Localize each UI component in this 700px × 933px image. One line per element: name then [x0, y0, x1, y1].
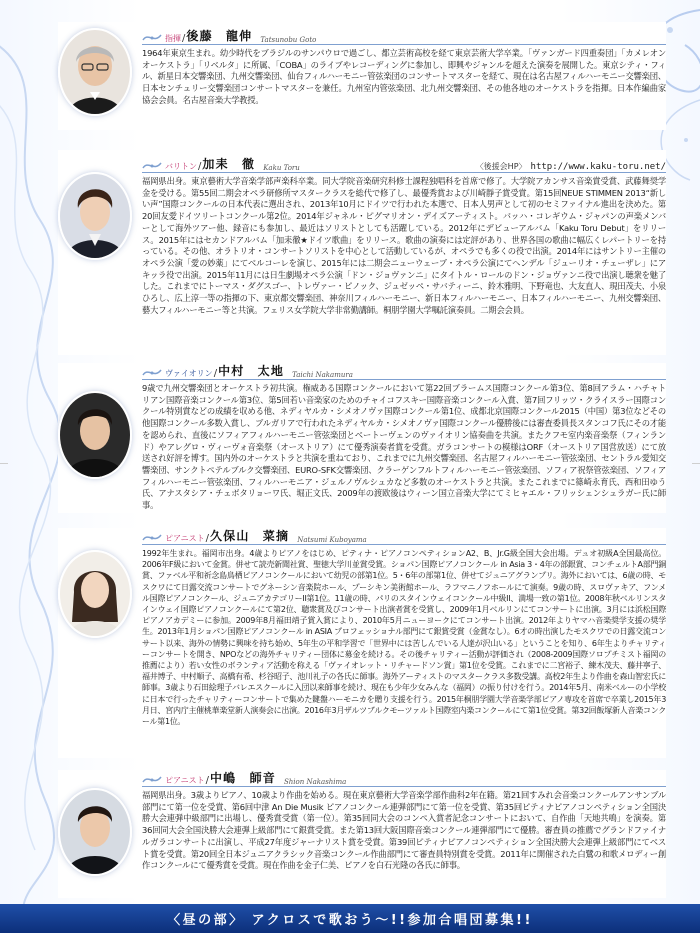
performer-role: ヴァイオリン [165, 369, 213, 378]
performer-role: 指揮 [165, 34, 181, 43]
heading-slash: / [182, 33, 186, 44]
performer-heading [142, 528, 666, 545]
performer-name: 加耒 徹 [202, 157, 256, 171]
performer-role: バリトン [165, 162, 197, 171]
ornament-icon [142, 160, 162, 172]
violinist-portrait-icon [60, 393, 130, 477]
pianist-portrait-icon [60, 790, 130, 874]
recruit-banner [0, 904, 700, 933]
performer-romaji: Shion Nakashima [284, 778, 347, 786]
heading-slash: / [198, 161, 202, 172]
performer-photo [58, 172, 132, 260]
performer-role: ピアニスト [165, 776, 205, 785]
crop-mark [0, 463, 8, 464]
heading-slash: / [205, 775, 209, 786]
performer-bio: 9歳で九州交響楽団とオーケストラ初共演。権威ある国際コンクールにおいて第22回ブラームス国際コンクール第3位、第8回アラム・ハチャトリアン国際音楽コンクール第3位、第5回若い音楽家のためのチャイコフスキー国際音楽コンクール入賞、第7回フリッツ・クライスラー国際コンクール特別賞などの成績を収める他、ネディヤルカ・シメオノヴァ国際コンクール第1位、成都北京国際コンクール2015（中国）第3位などその他国際コンクール多数入賞し、ブルガリアで行われたネディヤルカ・シメオノヴァ国際コンクール優勝後には審査委員長スタンコフ氏にその才能を認められ、直後にソフィアフィルハーモニー管弦楽団とベートーヴェンのヴァイオリン協奏曲を共演。またクフモ室内楽音楽祭（フィンランド）やアレグロ・ヴィーヴォ音楽祭（オーストリア）にて優秀演奏者賞を受賞。ガラコンサートの模様はORF（オーストリア国営放送）にて放送され好評を博す。国内外のオーケストラと共演を重ねており、これまでに九州交響楽団、名古屋フィルハーモニー管弦楽団、セントラル愛知交響楽団、サンクトペテルブルク交響楽団、EURO-SFK交響楽団、クラーゲンフルトフィルハーモニー管弦楽団、ソフィア祝祭管弦楽団、ソフィアフィルハーモニー管弦楽団、フィルハーモニア・ジェルノヴルシュカなど多数のオーケストラと共演。またこれまでに篠崎永育氏、西和田ゆう氏、アナスタシア・チェボタリョーワ氏、堀正文氏、2009年の渡欧後はウィーン国立音楽大学にてミヒャエル・フリッシェンシュラガー氏に師事。 [142, 383, 666, 511]
performer-card-violin [58, 363, 666, 513]
performer-romaji: Kaku Toru [263, 164, 300, 172]
performer-heading [142, 28, 666, 45]
homepage-url[interactable]: http://www.kaku-toru.net/ [530, 162, 666, 172]
ornament-icon [142, 774, 162, 786]
performer-bio: 1992年生まれ。福岡市出身。4歳よりピアノをはじめ、ピティナ・ピアノコンペティションA2、B、Jr.G級全国大会出場。デュオ初級A全国最高位。2006年F級において金賞。併せて読売新聞社賞、聖徳大学川並賞受賞。ショパン国際ピアノコンクール in Asia 3・4年の部銀賞、コンチェルトA部門銅賞、ファベル平和祈念島鳥栖ピアノコンクールにおいて幼児の部第1位。5・6年の部第1位、併せてジュニアグランプリ。海外においては、6歳の時、モスクワにて日露交流コンサートでグネーシン音楽院ホール、プーシキン美術館ホール、ラフマニノフホールにて演奏。9歳の時、スロヴァキア、フンメル国際ピアノコンクール、ジュニアカテゴリーII第1位。11歳の時、パリのスタインウェイコンクール中級II、満場一致の第1位。2008年秋ベルリンスタインウェイ国際ピアノコンクールにて第2位、聴衆賞及びコンサート出演者賞を受賞し、2009年1月ベルリンにてコンサートに出演。3月には浜松国際ピアノアカデミーに参加。2009年8月福田靖子賞入賞により、2010年5月ニューヨークにてコンサート出演。2012年よりヤマハ音楽奨学支援の奨学生。2013年1月ショパン国際ピアノコンクール in ASIA プロフェッショナル部門にて銀賞受賞（金賞なし）。6才の時出演したモスクワでの日露交流コンサート以来、海外の情勢に興味を持ち始め、5年生の平和学習で「世界中には苦しんでいる人達が沢山いる」ということを知り、6年生よりチャリティーコンサートを開き、NPOなどの海外チャリティー団体に募金を続ける。その後チャリティー活動が評価され（2008-2009国際ソロプチミスト福岡の推薦により）若い女性のボランティア活動を称える「ヴァイオレット・リチャードソン賞」第1位を受賞。これまでに二宮裕子、練木茂夫、藤井寧子、福井博子、中村順子、高橋有希、杉谷昭子、池川礼子の各氏に師事。海外アーティストのマスタークラス多数受講。高校2年生より作曲を森山智宏氏に師事。3歳より石田絵理子バレエスクールに入団以来師事を続け、現在も少年少女みんな（福岡）の振り付けを行う。2014年5月、南米ベルーの小学校に日本で行ったチャリティーコンサートで集めた鍵盤ハーモニカを贈り支援を行う。2015年桐朋学園大学音楽学部ピアノ専攻を首席で卒業し2015年3月日、宮内庁主催桃華楽堂新人演奏会に出演。2016年3月ザルツブルクモーツァルト国際室内楽コンクールにて第1位受賞。第32回飯塚新人音楽コンクール第1位。 [142, 549, 666, 727]
homepage-link[interactable] [476, 161, 666, 172]
pianist-portrait-icon [60, 552, 130, 636]
performer-bio: 福岡県出身。3歳よりピアノ、10歳より作曲を始める。現在東京藝術大学音楽学部作曲科2年在籍。第21回すみれ会音楽コンクールアンサンブル部門にて第一位を受賞、第6回中津 An Die Musik ピアノコンクール連弾部門にて第一位を受賞、第35回ピティナピアノコンペティション全国決勝大会連弾中級部門に出場し、優秀賞受賞（第一位）。第35回同大会のコンペ入賞者記念コンサートにおいて、自作曲「天地共鳴」を演奏。第36回同大会全国決勝大会連弾上級部門にて銀賞受賞。また第13回大阪国際音楽コンクール連弾部門にて優勝。審査員の推薦でグランドファイナルガラコンサートに出演し、平成27年度ジャーナリスト賞を受賞。第39回ピティナピアノコンペティション全国決勝大会連弾上級部門にてベスト賞を受賞。第20回全日本ジュニアクラシック音楽コンクール作曲部門にて審査員特別賞を受賞。2011年に開催された白鷺の和歌メロディー創作コンクールにて優秀賞を受賞。現在作曲を金子仁美、ピアノを白石光隆の各氏に師事。 [142, 790, 666, 871]
performer-name: 中嶋 師音 [209, 771, 276, 785]
performer-name: 久保山 菜摘 [209, 529, 290, 543]
performer-name: 後藤 龍伸 [186, 29, 253, 43]
homepage-label: 〈後援会HP〉 [475, 162, 527, 171]
performer-romaji: Tatsunobu Goto [260, 36, 317, 44]
performer-heading [142, 156, 666, 173]
performer-photo [58, 28, 132, 116]
baritone-portrait-icon [60, 174, 130, 258]
performer-heading [142, 363, 666, 380]
performer-photo [58, 788, 132, 876]
performer-photo [58, 550, 132, 638]
performer-photo [58, 391, 132, 479]
heading-slash: / [205, 533, 209, 544]
performer-card-pianist-kuboyama [58, 528, 666, 758]
performer-heading [142, 770, 666, 787]
banner-text: 〈昼の部〉 アクロスで歌おう〜!!参加合唱団募集!! [167, 913, 533, 928]
heading-slash: / [213, 368, 218, 379]
performer-card-conductor [58, 22, 666, 130]
ornament-icon [142, 367, 162, 379]
performer-romaji: Taichi Nakamura [292, 371, 353, 379]
performer-romaji: Natsumi Kuboyama [297, 536, 367, 544]
performer-card-baritone [58, 150, 666, 355]
conductor-portrait-icon [60, 30, 130, 114]
performer-bio: 福岡県出身。東京藝術大学音楽学部声楽科卒業。同大学院音楽研究科修士課程独唱科を首席で修了。大学院アカンサス音楽賞受賞、武藤舞奨学金を受ける。第55回二期会オペラ研修所マスタークラスを総代で修了し、最優秀賞および川崎靜子賞受賞。第15回NEUE STIMMEN 2013“新しい声”国際コンクールの日本代表に選出され、2013年10月にドイツで行われた本選で、日本人男声として初のセミファイナル進出を決めた。第20回友愛ドイツリートコンクール第2位。2014年ジャネル・ピグマリオン・デイズアーティスト。バッハ・コレギウム・ジャパンの声楽メンバーとして海外ツアー他、録音にも参加し、最近はソリストとしても活躍している。2012年にデビューアルバム「Kaku Toru Debut」をリリース。2015年にはセカンドアルバム「加耒徹★ドイツ歌曲」をリリース。歌曲の演奏には定評があり、世界各国の歌曲に幅広くレパートリーを持っている。その他、オラトリオ・コンサートソリストを中心として活動しているが、オペラでも多くの役で出演。2014年にはサントリー主催のオペラ公演「愛の妙薬」にてベルコーレを演じ、2015年には二期会ニューウェーブ・オペラ公演にてヘンデル「ジューリオ・チェーザレ」にアキッラ役で出演。2015年11月には日生劇場オペラ公演「ドン・ジョヴァンニ」にタイトル・ロールのドン・ジョヴァンニ役で出演し聴衆を魅了した。これまでにトーマス・ダグスゴー、トレヴァー・ピノック、ジュゼッペ・サバティーニ、鈴木雅明、下野竜也、大友直人、現田茂夫、小泉ひろし、広上淳一等の指揮の下、東京都交響楽団、神奈川フィルハーモニー、新日本フィルハーモニー、日本フィルハーモニー、九州交響楽団、藝大フィルハーモニー等と共演。フェリス女学院大学非常勤講師。桐朋学園大学嘱託演奏員。二期会会員。 [142, 176, 666, 315]
ornament-icon [142, 32, 162, 44]
crop-mark [692, 463, 700, 464]
performer-card-pianist-nakashima [58, 770, 666, 898]
performer-bio: 1964年東京生まれ。幼少時代をブラジルのサンパウロで過ごし、都立芸術高校を経て東京芸術大学卒業。「ヴァンガード四重奏団」「カメレオンオーケストラ」「リベルタ」に所属、「COBA」のライブやレコーディングに参加し、即興やジャンルを超えた演奏を展開した。東京シティ・フィル、新星日本交響楽団、九州交響楽団、仙台フィルハーモニー管弦楽団のコンサートマスターを経て、現在は名古屋フィルハーモニー交響楽団、日本センチュリー交響楽団コンサートマスターを兼任。九州室内管弦楽団、北九州交響楽団、その他各地のオーケストラを指揮。日本作編曲家協会会員。名古屋音楽大学教授。 [142, 48, 666, 105]
performer-role: ピアニスト [165, 534, 205, 543]
performer-name: 中村 太地 [218, 364, 285, 378]
ornament-icon [142, 532, 162, 544]
